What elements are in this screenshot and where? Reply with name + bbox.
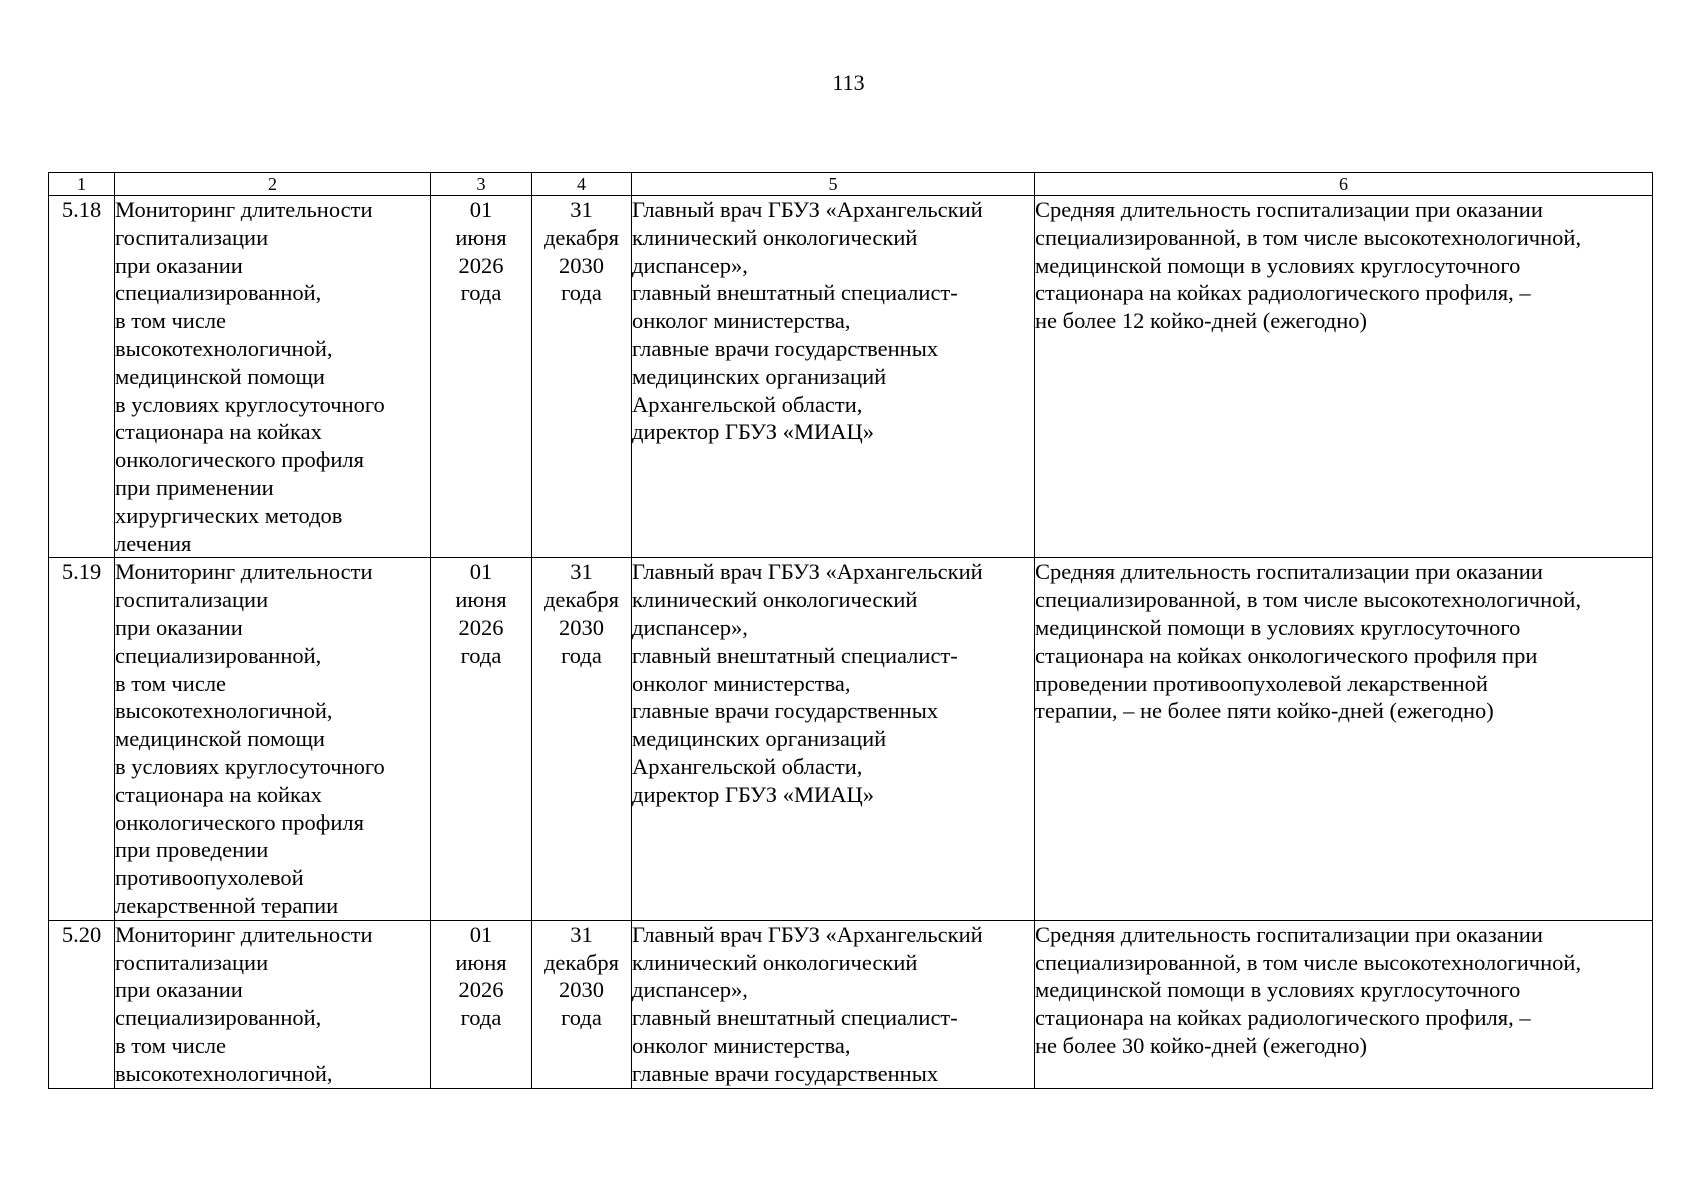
text-line: июня [455,587,507,613]
text-line: госпитализации [115,224,269,250]
text-line: клинический онкологический [632,587,918,613]
text-line: медицинских организаций [632,726,887,752]
text-line: в том числе [115,670,227,696]
text-line: диспансер», [632,614,748,640]
table-row [49,558,1653,920]
text-line: медицинской помощи [115,726,325,752]
text-line: высокотехнологичной, [115,335,333,361]
text-line: 31 [570,921,593,947]
text-line: стационара на койках онкологического профиля при [1035,642,1538,668]
text-line: госпитализации [115,587,269,613]
text-line: главный внештатный специалист- [632,280,958,306]
text-line: Главный врач ГБУЗ «Архангельский [632,559,983,585]
column-number-row [49,173,1653,196]
text-line: лечения [115,530,192,556]
text-line: 31 [570,559,593,585]
text-line: госпитализации [115,949,269,975]
text-line: клинический онкологический [632,949,918,975]
text-line: при оказании [115,252,243,278]
text-line: Средняя длительность госпитализации при оказании [1035,197,1543,222]
text-line: Мониторинг длительности [115,559,373,585]
text-line: медицинской помощи в условиях круглосуточного [1035,252,1521,278]
text-line: специализированной, в том числе высокотехнологичной, [1035,224,1582,250]
text-line: 01 [469,197,493,222]
text-line: 2030 [559,252,604,278]
text-line: в условиях круглосуточного [115,391,385,417]
text-line: главные врачи государственных [632,335,939,361]
text-line: медицинской помощи в условиях круглосуточного [1035,614,1521,640]
text-line: 2026 [458,252,504,278]
text-line: 01 [469,921,493,947]
text-line: при применении [115,474,274,500]
text-line: июня [455,949,507,975]
text-line: директор ГБУЗ «МИАЦ» [632,781,874,807]
text-line: противоопухолевой [115,865,304,891]
text-line: 2030 [559,614,604,640]
start-date-cell [431,920,532,1088]
text-line: года [460,642,502,668]
text-line: главный внештатный специалист- [632,642,958,668]
text-line: проведении противоопухолевой лекарственной [1035,670,1488,696]
text-line: Главный врач ГБУЗ «Архангельский [632,921,983,947]
end-date-cell [532,920,632,1088]
end-date-cell [532,558,632,920]
text-line: медицинских организаций [632,363,887,389]
table-body [49,196,1653,1089]
text-line: 2030 [559,977,604,1003]
text-line: Архангельской области, [632,391,863,417]
responsible-cell [632,920,1035,1088]
text-line: года [561,642,602,668]
text-line: в том числе [115,1032,227,1058]
start-date-cell [431,196,532,558]
table-row [49,196,1653,558]
text-line: в том числе [115,308,227,334]
end-date-cell [532,196,632,558]
text-line: специализированной, [115,642,322,668]
text-line: специализированной, в том числе высокотехнологичной, [1035,587,1582,613]
measure-cell [115,558,431,920]
item-number-cell: 5.18 [49,196,115,558]
text-line: медицинской помощи в условиях круглосуточного [1035,977,1521,1003]
text-line: главные врачи государственных [632,698,939,724]
column-number: 2 [115,173,431,196]
text-line: при оказании [115,614,243,640]
text-line: Главный врач ГБУЗ «Архангельский [632,197,983,222]
text-line: онкологического профиля [115,809,364,835]
text-line: специализированной, [115,280,322,306]
text-line: июня [455,224,507,250]
text-line: онколог министерства, [632,308,851,334]
text-line: не более 12 койко-дней (ежегодно) [1035,308,1367,334]
result-cell [1035,196,1653,558]
text-line: 2026 [458,614,504,640]
text-line: декабря [543,949,620,975]
text-line: декабря [543,587,620,613]
text-line: стационара на койках [115,419,322,445]
text-line: 01 [469,559,493,585]
text-line: медицинской помощи [115,363,325,389]
text-line: онколог министерства, [632,670,851,696]
text-line: Мониторинг длительности [115,197,373,222]
result-cell [1035,920,1653,1088]
column-number: 5 [632,173,1035,196]
text-line: 31 [570,197,593,222]
measure-cell [115,196,431,558]
text-line: диспансер», [632,252,748,278]
column-number: 6 [1035,173,1653,196]
text-line: онколог министерства, [632,1032,851,1058]
text-line: Средняя длительность госпитализации при оказании [1035,921,1543,947]
text-line: Мониторинг длительности [115,921,373,947]
text-line: года [460,1005,502,1031]
responsible-cell [632,196,1035,558]
text-line: при оказании [115,977,243,1003]
item-number-cell: 5.20 [49,920,115,1088]
text-line: специализированной, [115,1005,322,1031]
text-line: не более 30 койко-дней (ежегодно) [1035,1032,1367,1058]
text-line: онкологического профиля [115,447,364,473]
column-number: 1 [49,173,115,196]
text-line: в условиях круглосуточного [115,753,385,779]
text-line: главный внештатный специалист- [632,1005,958,1031]
table-row [49,920,1653,1088]
column-number: 3 [431,173,532,196]
text-line: высокотехнологичной, [115,698,333,724]
text-line: диспансер», [632,977,748,1003]
text-line: года [561,1005,602,1031]
text-line: директор ГБУЗ «МИАЦ» [632,419,874,445]
column-number: 4 [532,173,632,196]
text-line: декабря [543,224,620,250]
result-cell [1035,558,1653,920]
text-line: 2026 [458,977,504,1003]
text-line: стационара на койках радиологического профиля, – [1035,280,1531,306]
text-line: высокотехнологичной, [115,1060,333,1086]
text-line: года [460,280,502,306]
text-line: клинический онкологический [632,224,918,250]
item-number-cell: 5.19 [49,558,115,920]
text-line: Архангельской области, [632,753,863,779]
text-line: года [561,280,602,306]
activities-table [48,172,1653,1089]
page-number: 113 [832,70,865,95]
text-line: хирургических методов [115,502,343,528]
text-line: стационара на койках [115,781,322,807]
text-line: Средняя длительность госпитализации при оказании [1035,559,1543,585]
start-date-cell [431,558,532,920]
text-line: при проведении [115,837,269,863]
text-line: лекарственной терапии [115,892,339,918]
text-line: специализированной, в том числе высокотехнологичной, [1035,949,1582,975]
measure-cell [115,920,431,1088]
text-line: главные врачи государственных [632,1060,939,1086]
text-line: терапии, – не более пяти койко-дней (ежегодно) [1035,698,1494,724]
responsible-cell [632,558,1035,920]
text-line: стационара на койках радиологического профиля, – [1035,1005,1531,1031]
